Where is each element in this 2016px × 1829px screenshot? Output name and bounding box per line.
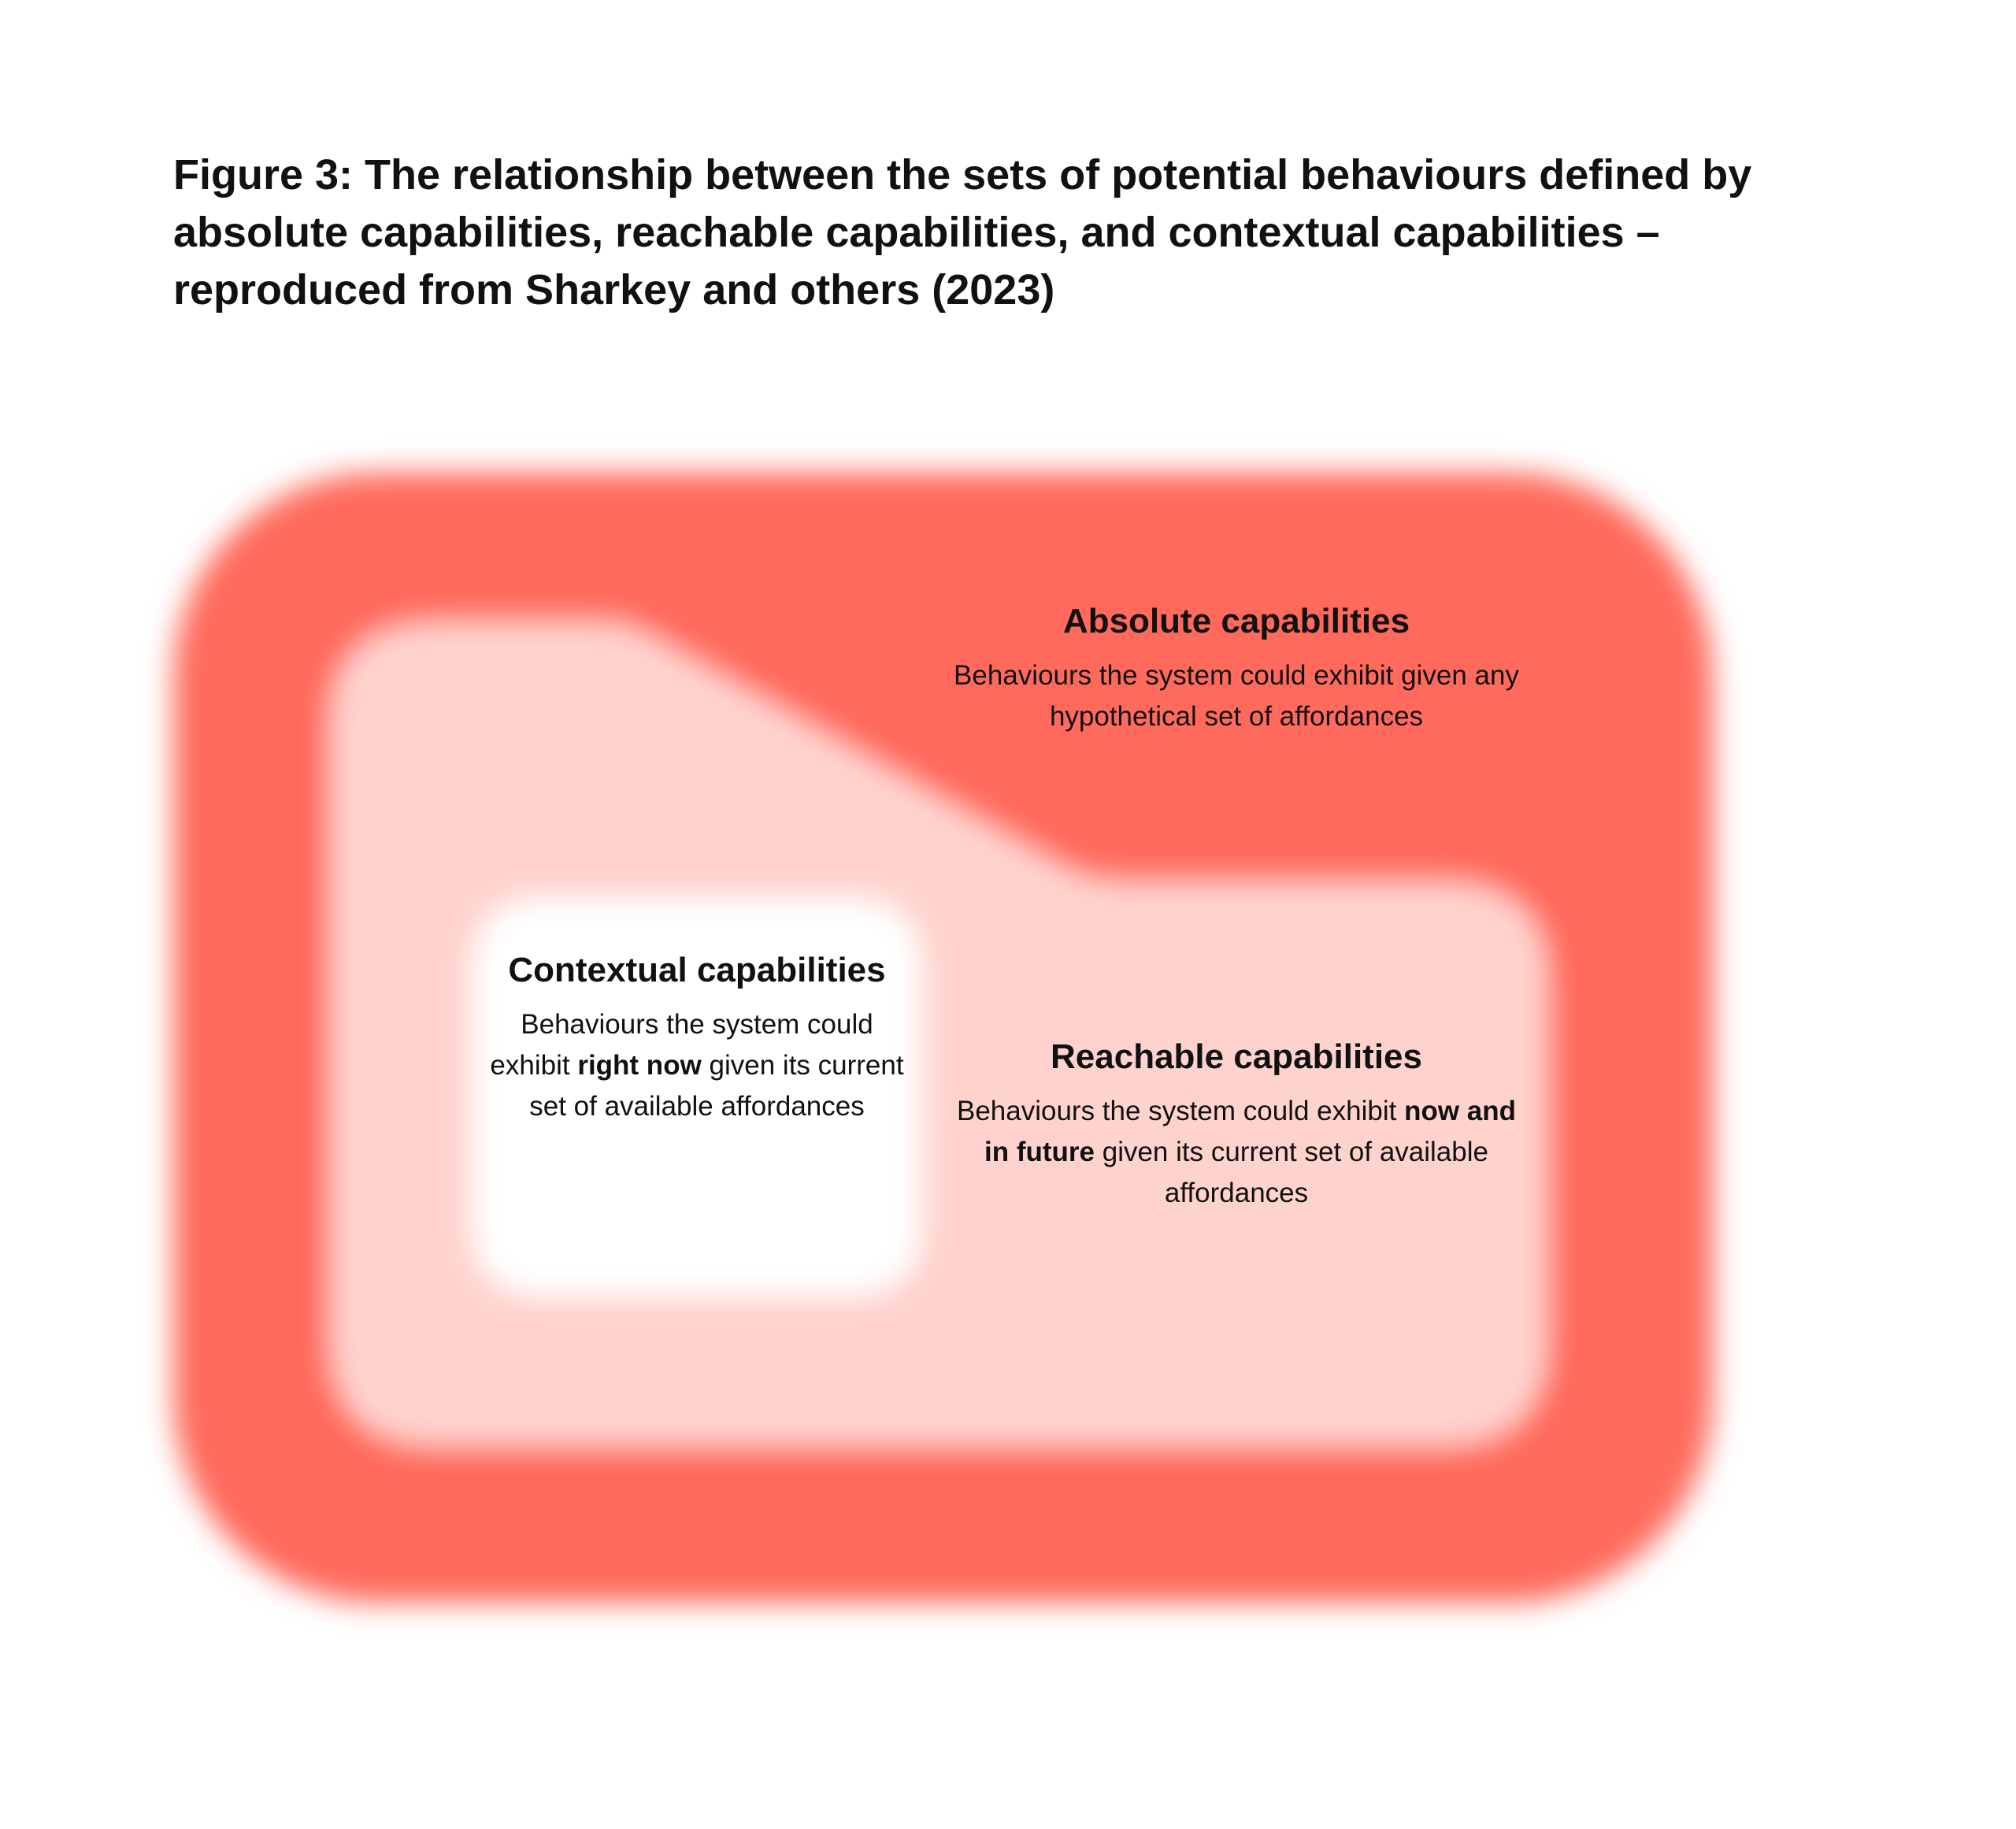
absolute-capabilities-description: Behaviours the system could exhibit given any hypothetical set of affordances [954, 660, 1519, 732]
contextual-desc-after: given its current set of available affordances [529, 1050, 904, 1122]
absolute-capabilities-heading: Absolute capabilities [1062, 602, 1410, 640]
contextual-capabilities-heading: Contextual capabilities [508, 951, 886, 989]
contextual-desc-before: Behaviours the system could exhibit [490, 1009, 873, 1081]
contextual-capabilities-label [488, 949, 906, 1127]
reachable-capabilities-label [945, 1036, 1528, 1214]
contextual-capabilities-description [488, 1004, 906, 1127]
reachable-desc-emphasis: now and in future [984, 1096, 1516, 1167]
reachable-desc-before: Behaviours the system could exhibit [956, 1096, 1405, 1126]
reachable-capabilities-description [945, 1091, 1528, 1214]
reachable-desc-after: given its current set of available affordances [1095, 1137, 1488, 1208]
reachable-capabilities-heading: Reachable capabilities [1051, 1037, 1422, 1076]
absolute-capabilities-label [945, 600, 1528, 737]
figure-title: Figure 3: The relationship between the sets of potential behaviours defined by absolute capabilities, reachable capabilities, and contextual capabilities – reproduced from Sharkey and others (2023) [173, 151, 1752, 313]
contextual-desc-emphasis: right now [577, 1050, 702, 1081]
